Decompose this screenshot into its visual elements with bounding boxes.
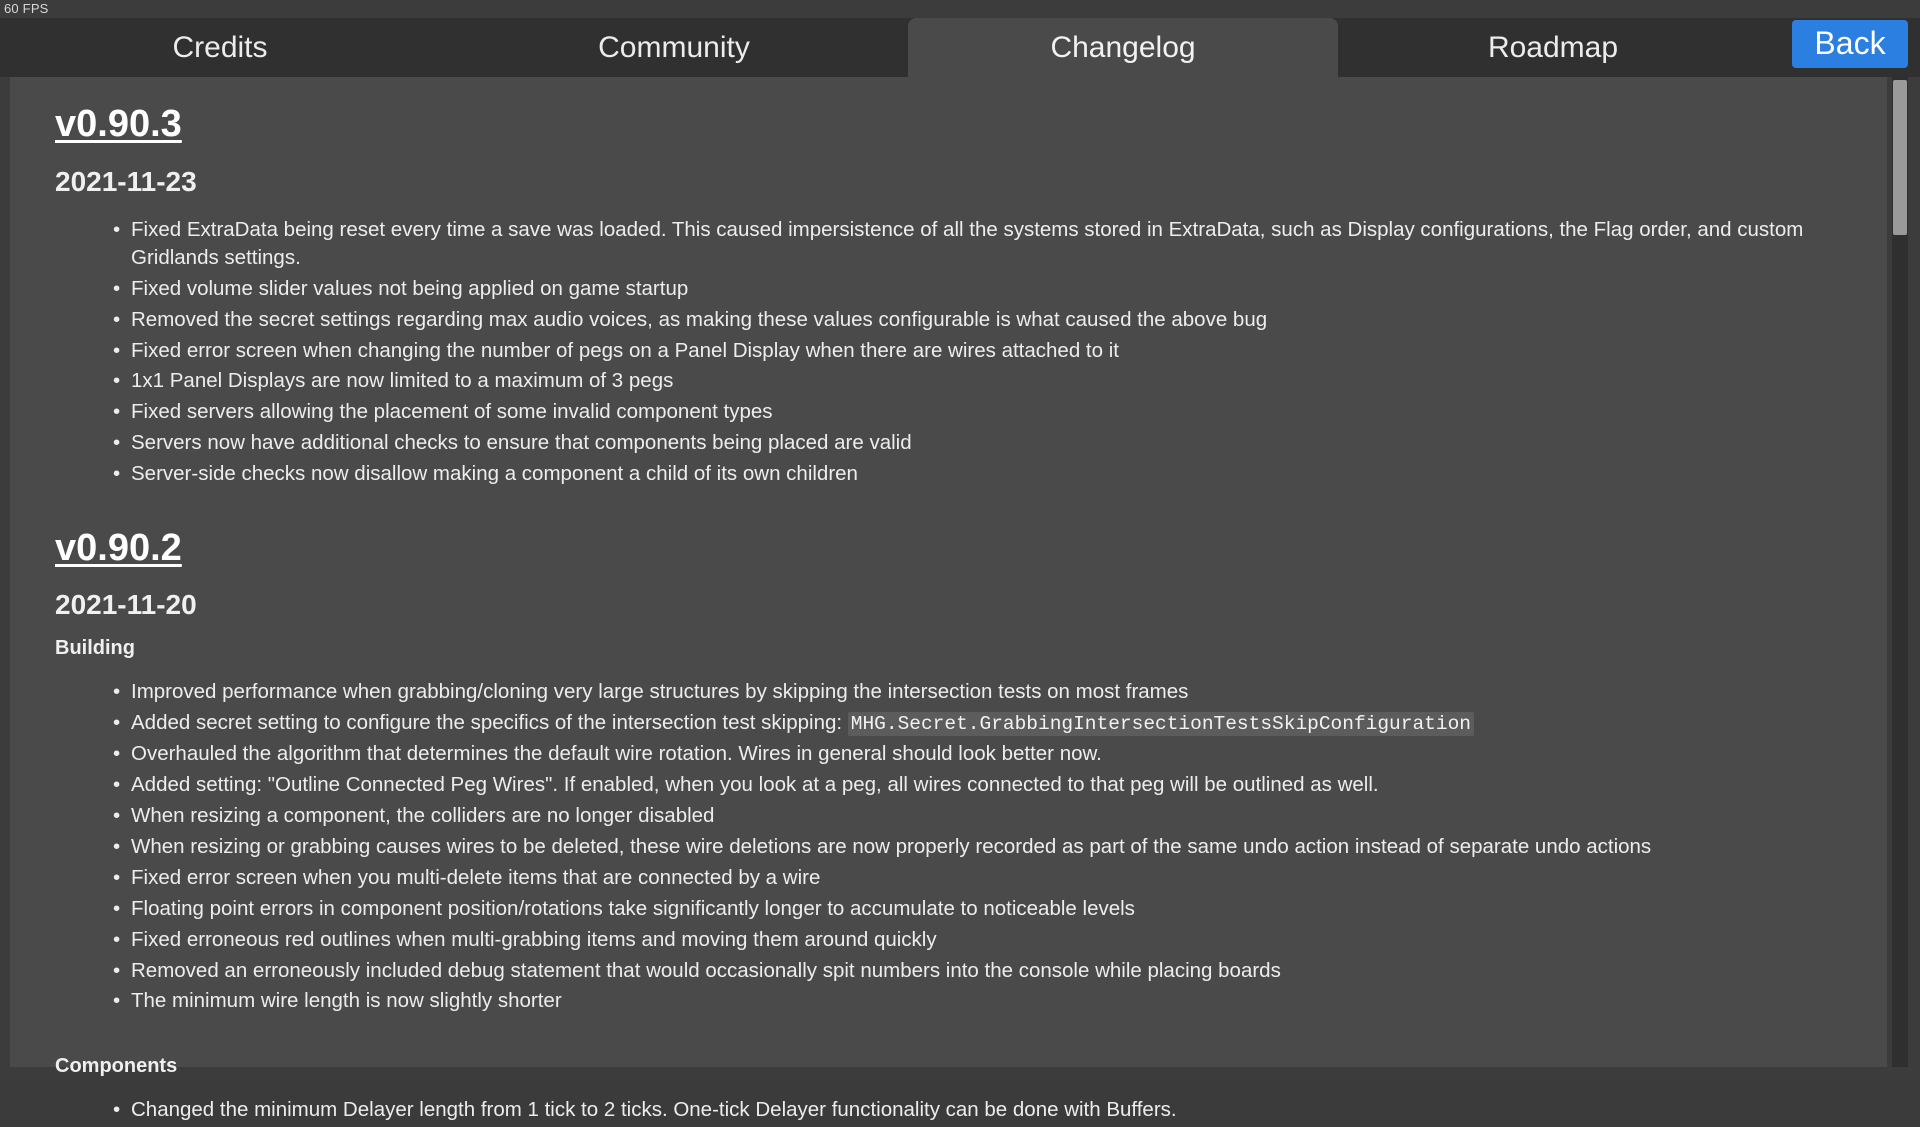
release-version: v0.90.2 [55,526,182,569]
list-item: • Changed the minimum Delayer length from 1 tick to 2 ticks. One-tick Delayer functionality can be done with Buffers. [113,1096,1825,1124]
spacer [55,1018,1825,1040]
list-item [113,709,1825,738]
list-item: • Fixed ExtraData being reset every time a save was loaded. This caused impersistence of all the systems stored in ExtraData, such as Display configurations, the Flag order, and custom Gridlands settings. [113,216,1825,272]
release-change-list [55,678,1825,1015]
tab-roadmap[interactable]: Roadmap [1338,18,1768,77]
list-item: • Added setting: "Outline Connected Peg Wires". If enabled, when you look at a peg, all wires connected to that peg will be outlined as well. [113,771,1825,799]
release-change-list [55,1096,1825,1124]
tab-credits[interactable]: Credits [0,18,440,77]
list-item: • Fixed error screen when you multi-delete items that are connected by a wire [113,864,1825,892]
list-item: • When resizing or grabbing causes wires to be deleted, these wire deletions are now properly recorded as part of the same undo action instead of separate undo actions [113,833,1825,861]
inline-code: MHG.Secret.GrabbingIntersectionTestsSkipConfiguration [848,712,1474,736]
release-entry [55,101,1825,488]
list-item: • Fixed erroneous red outlines when multi-grabbing items and moving them around quickly [113,926,1825,954]
list-item: • Fixed volume slider values not being applied on game startup [113,275,1825,303]
release-section-heading: Components [55,1055,178,1078]
list-item: • Floating point errors in component position/rotations take significantly longer to accumulate to noticeable levels [113,895,1825,923]
list-item: • Removed an erroneously included debug statement that would occasionally spit numbers into the console while placing boards [113,957,1825,985]
list-item: • Improved performance when grabbing/cloning very large structures by skipping the intersection tests on most frames [113,678,1825,706]
list-item: • The minimum wire length is now slightly shorter [113,987,1825,1015]
fps-counter: 60 FPS [4,1,49,16]
release-entry [55,525,1825,1124]
list-item: • Fixed error screen when changing the number of pegs on a Panel Display when there are wires attached to it [113,337,1825,365]
release-date: 2021-11-20 [55,589,197,621]
list-item: • Removed the secret settings regarding max audio voices, as making these values configurable is what caused the above bug [113,306,1825,334]
list-item: • Servers now have additional checks to ensure that components being placed are valid [113,429,1825,457]
list-item-text: Added secret setting to configure the specifics of the intersection test skipping: [131,710,848,734]
tab-changelog[interactable]: Changelog [908,18,1338,77]
list-item: • Overhauled the algorithm that determines the default wire rotation. Wires in general should look better now. [113,740,1825,768]
changelog-list [10,77,1870,1127]
scrollbar-track[interactable] [1892,77,1908,1067]
list-item: • 1x1 Panel Displays are now limited to a maximum of 3 pegs [113,367,1825,395]
list-item: • Server-side checks now disallow making a component a child of its own children [113,460,1825,488]
scrollbar-thumb[interactable] [1893,80,1907,235]
release-date: 2021-11-23 [55,165,197,197]
back-button[interactable]: Back [1792,20,1908,68]
list-item: • Fixed servers allowing the placement of some invalid component types [113,398,1825,426]
tab-bar [0,18,1920,77]
release-change-list [55,216,1825,488]
list-item: • When resizing a component, the colliders are no longer disabled [113,802,1825,830]
changelog-content-panel [10,77,1887,1122]
release-section-heading: Building [55,637,135,660]
spacer [55,491,1825,525]
tab-community[interactable]: Community [440,18,908,77]
release-version: v0.90.3 [55,103,182,145]
